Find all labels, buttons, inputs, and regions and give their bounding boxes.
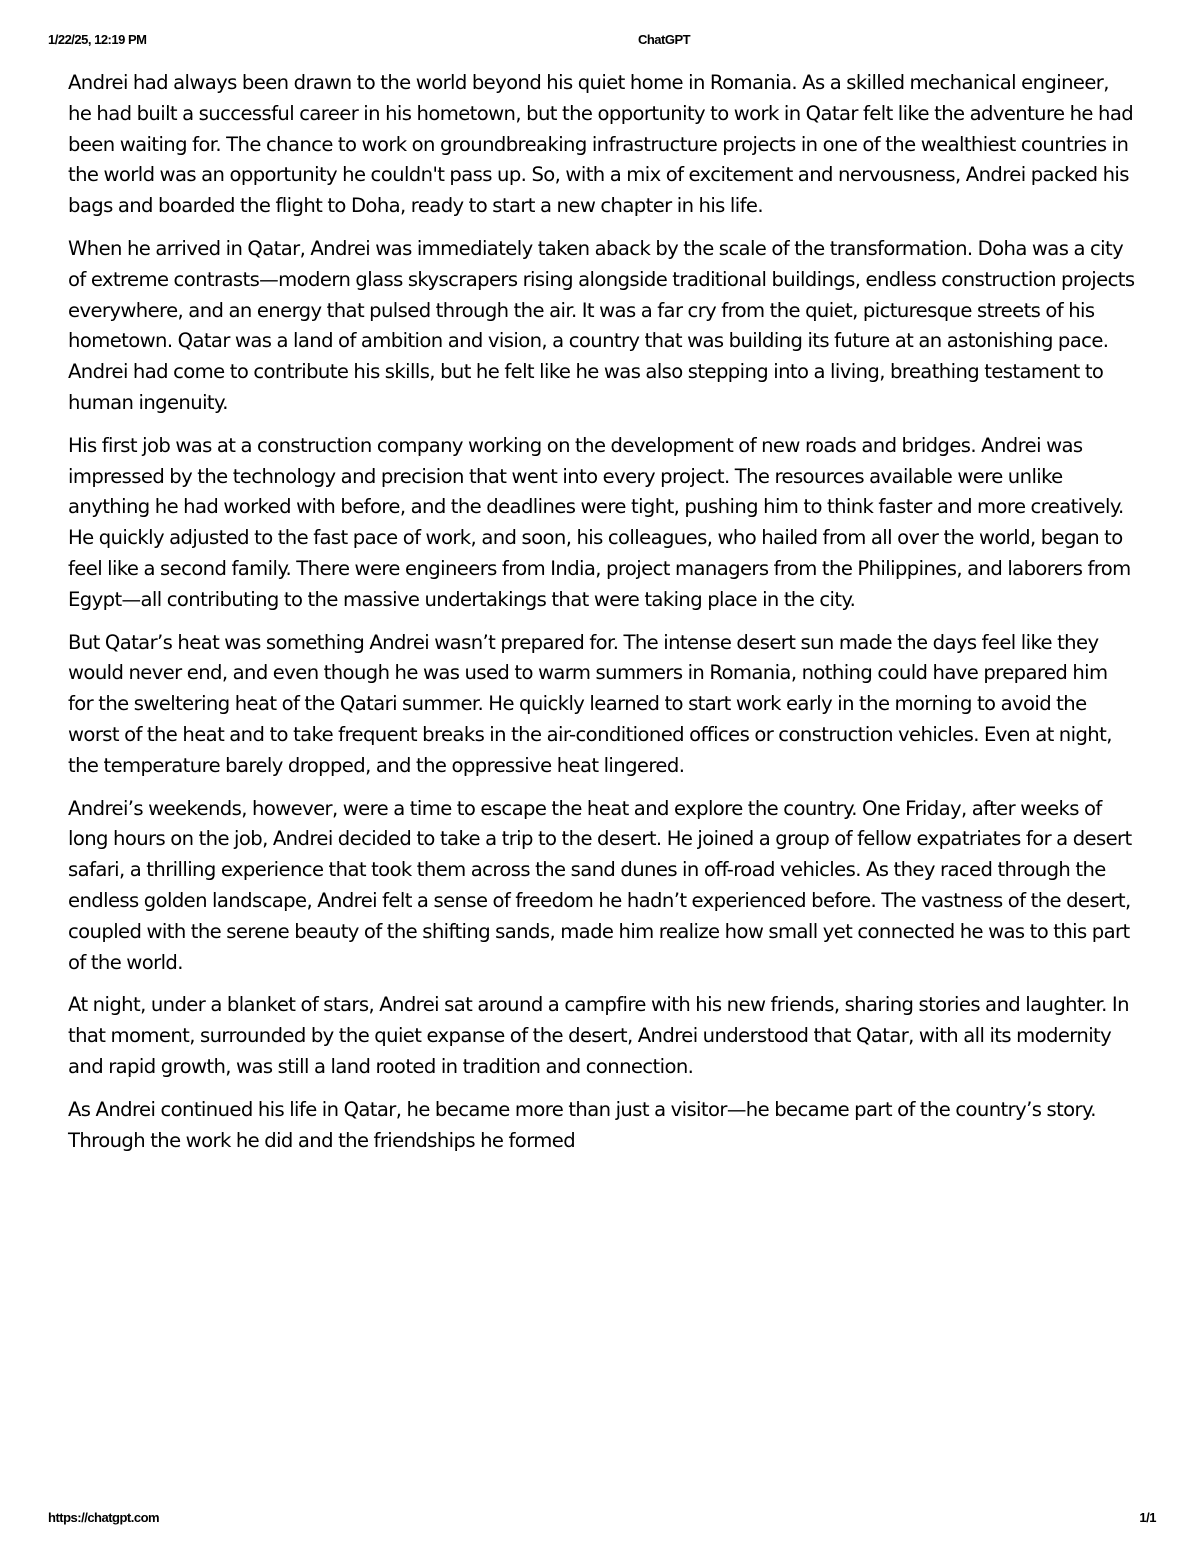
print-datetime: 1/22/25, 12:19 PM bbox=[48, 32, 147, 47]
paragraph-5: Andrei’s weekends, however, were a time to escape the heat and explore the country. One Friday, after weeks of long hours on the job, Andrei decided to take a trip to the desert. He joined a group of fellow expatriates for a desert safari, a thrilling experience that took them across the sand dunes in off-road vehicles. As they raced through the endless golden landscape, Andrei felt a sense of freedom he hadn’t experienced before. The vastness of the desert, coupled with the serene beauty of the shifting sands, made him realize how small yet connected he was to this part of the world. bbox=[68, 796, 1132, 974]
page-number: 1/1 bbox=[1139, 1510, 1156, 1525]
paragraph-2: When he arrived in Qatar, Andrei was immediately taken aback by the scale of the transformation. Doha was a city of extreme contrasts—modern glass skyscrapers rising alongside traditional buildings, endless construction projects everywhere, and an energy that pulsed through the air. It was a far cry from the quiet, picturesque streets of his hometown. Qatar was a land of ambition and vision, a country that was building its future at an astonishing pace. Andrei had come to contribute his skills, but he felt like he was also stepping into a living, breathing testament to human ingenuity. bbox=[68, 236, 1135, 414]
page-url: https://chatgpt.com bbox=[48, 1510, 160, 1525]
paragraph-3: His first job was at a construction company working on the development of new roads and bridges. Andrei was impressed by the technology and precision that went into every project. The resources available were unlike anything he had worked with before, and the deadlines were tight, pushing him to think faster and more creatively. He quickly adjusted to the fast pace of work, and soon, his colleagues, who hailed from all over the world, began to feel like a second family. There were engineers from India, project managers from the Philippines, and laborers from Egypt—all contributing to the massive undertakings that were taking place in the city. bbox=[68, 433, 1131, 611]
print-footer bbox=[48, 1510, 1156, 1528]
print-header bbox=[48, 32, 1156, 50]
paragraph-7: As Andrei continued his life in Qatar, he became more than just a visitor—he became part of the country’s story. Through the work he did and the friendships he formed bbox=[68, 1097, 1096, 1152]
document-body bbox=[68, 68, 1136, 1168]
paragraph-6: At night, under a blanket of stars, Andrei sat around a campfire with his new friends, sharing stories and laughter. In that moment, surrounded by the quiet expanse of the desert, Andrei understood that Qatar, with all its modernity and rapid growth, was still a land rooted in tradition and connection. bbox=[68, 993, 1129, 1078]
paragraph-4: But Qatar’s heat was something Andrei wasn’t prepared for. The intense desert sun made the days feel like they would never end, and even though he was used to warm summers in Romania, nothing could have prepared him for the sweltering heat of the Qatari summer. He quickly learned to start work early in the morning to avoid the worst of the heat and to take frequent breaks in the air-conditioned offices or construction vehicles. Even at night, the temperature barely dropped, and the oppressive heat lingered. bbox=[68, 630, 1112, 777]
page-title: ChatGPT bbox=[637, 32, 691, 47]
paragraph-1: Andrei had always been drawn to the world beyond his quiet home in Romania. As a skilled mechanical engineer, he had built a successful career in his hometown, but the opportunity to work in Qatar felt like the adventure he had been waiting for. The chance to work on groundbreaking infrastructure projects in one of the wealthiest countries in the world was an opportunity he couldn't pass up. So, with a mix of excitement and nervousness, Andrei packed his bags and boarded the flight to Doha, ready to start a new chapter in his life. bbox=[68, 71, 1134, 218]
